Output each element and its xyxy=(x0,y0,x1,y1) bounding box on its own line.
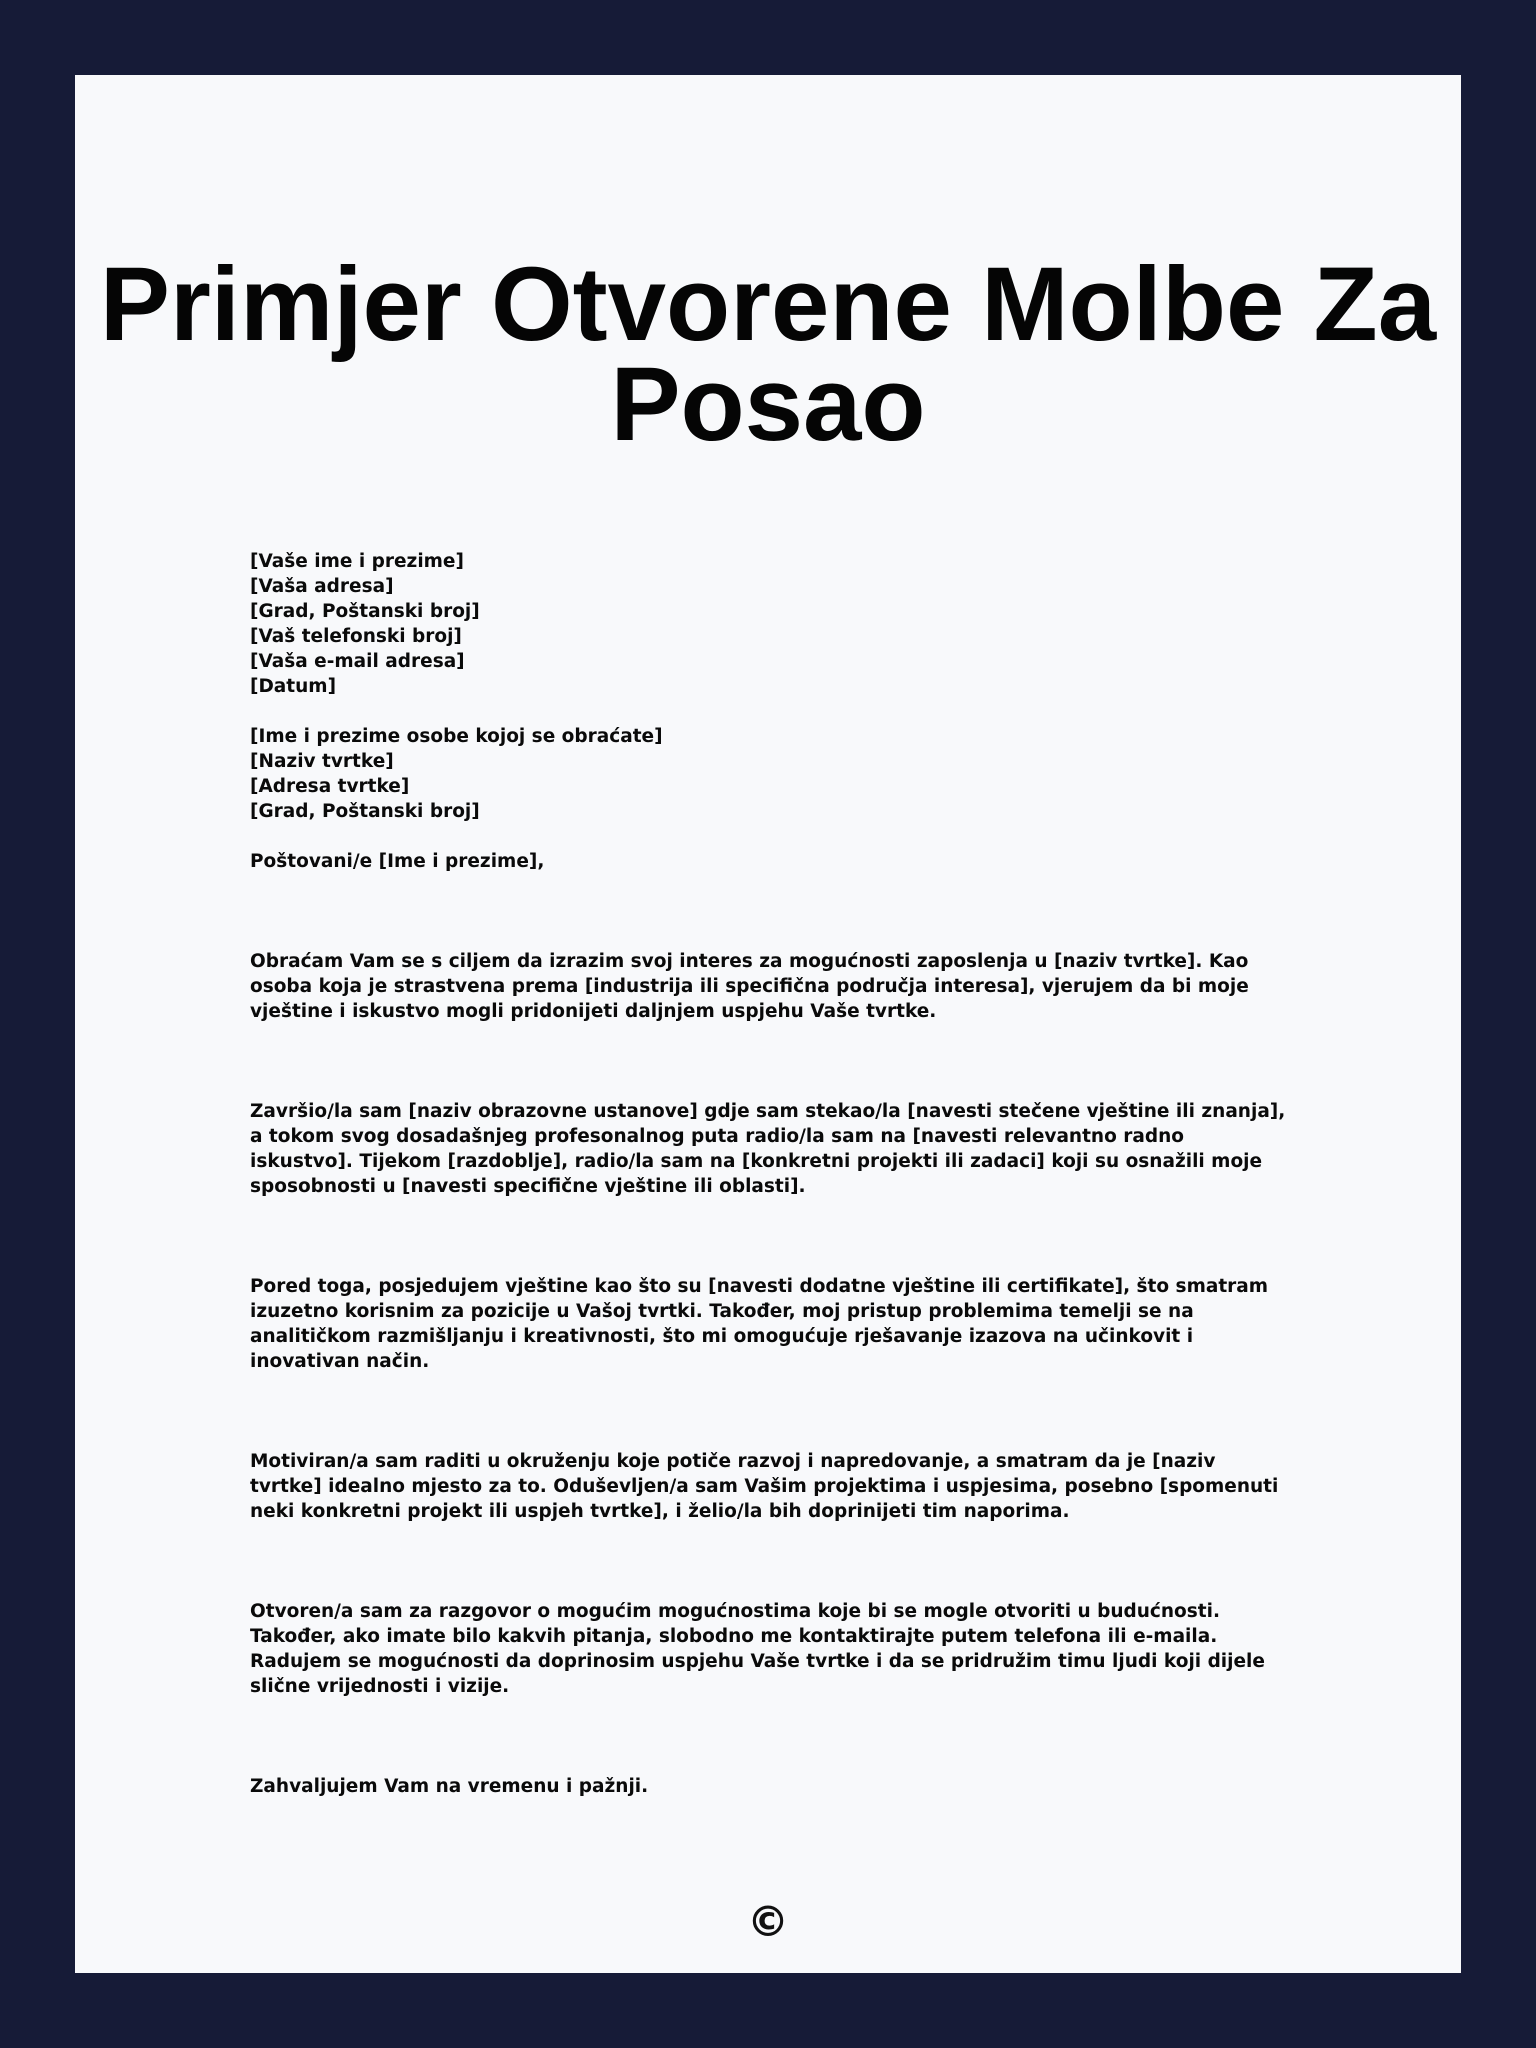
spacer xyxy=(250,824,1290,849)
recipient-block xyxy=(250,724,1290,824)
paragraph-interest: Obraćam Vam se s ciljem da izrazim svoj interes za mogućnosti zaposlenja u [naziv tvrtke]. Kao osoba koja je strastvena prema [industrija ili specifična područja interesa], vjerujem da bi moje vještine i iskustvo mogli pridonijeti daljnjem uspjehu Vaše tvrtke. xyxy=(250,951,1249,1022)
sender-email: [Vaša e-mail adresa] xyxy=(250,651,465,672)
sender-address: [Vaša adresa] xyxy=(250,576,394,597)
salutation: Poštovani/e [Ime i prezime], xyxy=(250,851,545,872)
spacer xyxy=(250,1524,1290,1599)
spacer xyxy=(250,1199,1290,1274)
copyright-icon: © xyxy=(747,1897,789,1946)
spacer xyxy=(250,1024,1290,1099)
recipient-company: [Naziv tvrtke] xyxy=(250,751,394,772)
sender-block xyxy=(250,549,1290,699)
spacer xyxy=(250,1374,1290,1449)
paragraph-contact: Otvoren/a sam za razgovor o mogućim mogućnostima koje bi se mogle otvoriti u budućnosti. Također, ako imate bilo kakvih pitanja, slobodno me kontaktirajte putem telefona ili e-maila. Radujem se mogućnosti da doprinosim uspjehu Vaše tvrtke i da se pridružim timu ljudi koji dijele slične vrijednosti i vizije. xyxy=(250,1601,1265,1697)
recipient-name: [Ime i prezime osobe kojoj se obraćate] xyxy=(250,726,663,747)
letter-body xyxy=(250,549,1290,1799)
paragraph-motivation: Motiviran/a sam raditi u okruženju koje potiče razvoj i napredovanje, a smatram da je [naziv tvrtke] idealno mjesto za to. Oduševljen/a sam Vašim projektima i uspjesima, posebno [spomenuti neki konkretni projekt ili uspjeh tvrtke], i želio/la bih doprinijeti tim naporima. xyxy=(250,1451,1279,1522)
sender-city: [Grad, Poštanski broj] xyxy=(250,601,480,622)
recipient-address: [Adresa tvrtke] xyxy=(250,776,410,797)
closing-line: Zahvaljujem Vam na vremenu i pažnji. xyxy=(250,1776,649,1797)
page-title: Primjer Otvorene Molbe Za Posao xyxy=(99,246,1437,463)
spacer xyxy=(250,874,1290,949)
sender-phone: [Vaš telefonski broj] xyxy=(250,626,462,647)
spacer xyxy=(250,699,1290,724)
spacer xyxy=(250,1699,1290,1774)
sender-name: [Vaše ime i prezime] xyxy=(250,551,464,572)
recipient-city: [Grad, Poštanski broj] xyxy=(250,801,480,822)
sender-date: [Datum] xyxy=(250,676,337,697)
letter-page xyxy=(75,75,1461,1973)
paragraph-skills: Pored toga, posjedujem vještine kao što su [navesti dodatne vještine ili certifikate], što smatram izuzetno korisnim za pozicije u Vašoj tvrtki. Također, moj pristup problemima temelji se na analitičkom razmišljanju i kreativnosti, što mi omogućuje rješavanje izazova na učinkovit i inovativan način. xyxy=(250,1276,1269,1372)
paragraph-education: Završio/la sam [naziv obrazovne ustanove] gdje sam stekao/la [navesti stečene vještine ili znanja], a tokom svog dosadašnjeg profesonalnog puta radio/la sam na [navesti relevantno radno iskustvo]. Tijekom [razdoblje], radio/la sam na [konkretni projekti ili zadaci] koji su osnažili moje sposobnosti u [navesti specifične vještine ili oblasti]. xyxy=(250,1101,1286,1197)
